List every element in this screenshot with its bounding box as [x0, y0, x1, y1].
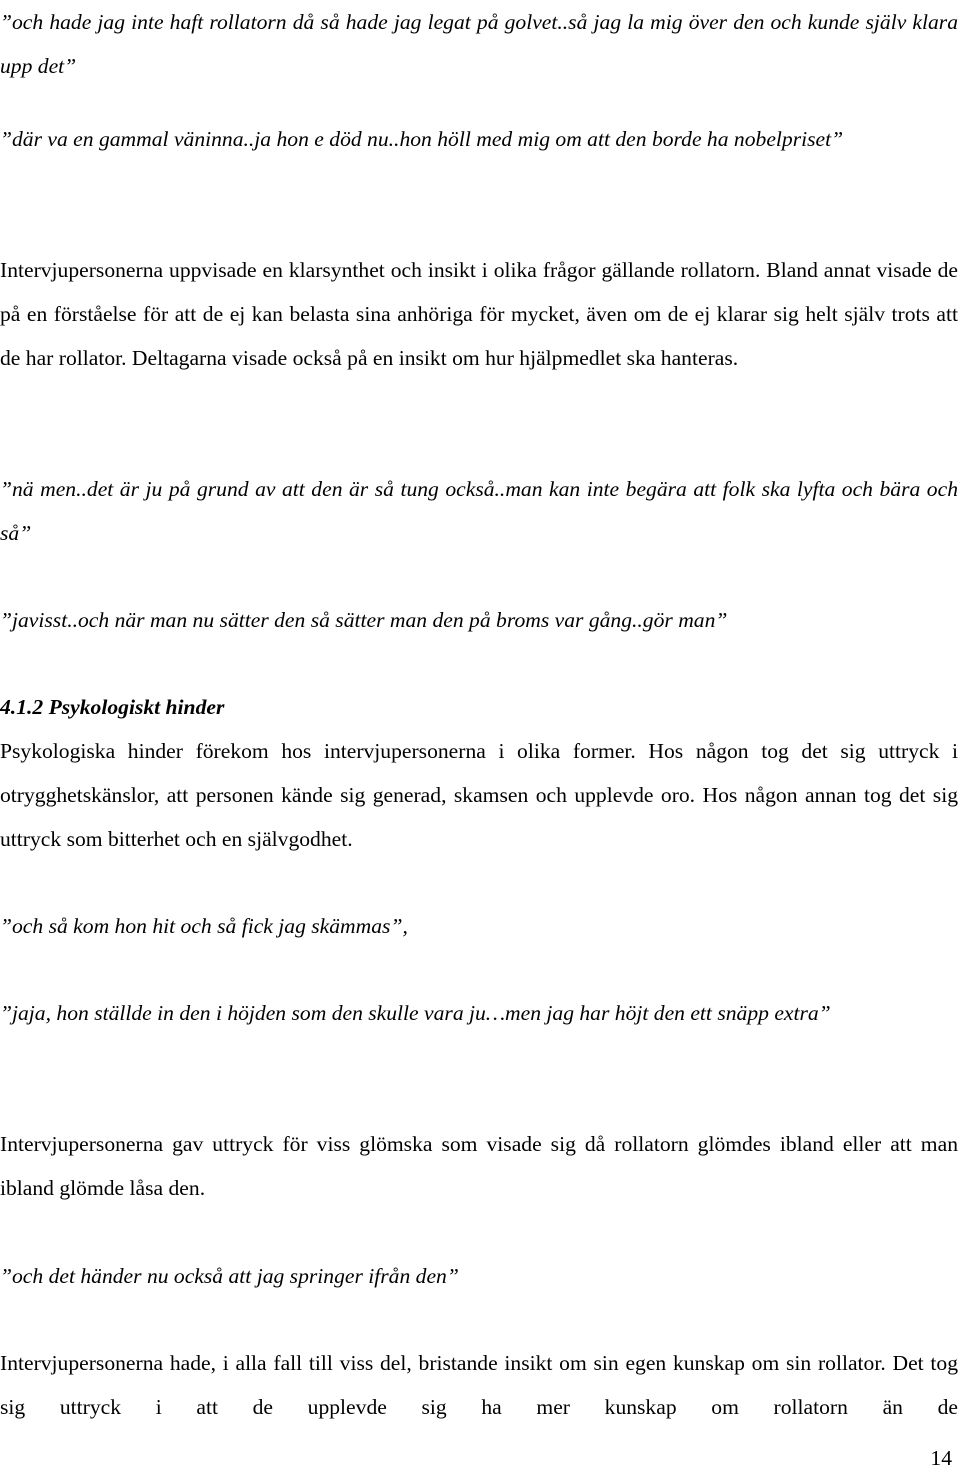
section-heading: 4.1.2 Psykologiskt hinder — [0, 695, 225, 719]
quote-rollator-floor: ”och hade jag inte haft rollatorn då så hade jag legat på golvet..så jag la mig över den och kunde själv klara upp det” — [0, 10, 958, 78]
quote-heavy: ”nä men..det är ju på grund av att den är så tung också..man kan inte begära att folk ska lyfta och bära och så” — [0, 477, 958, 545]
paragraph-psychological: Psykologiska hinder förekom hos intervjupersonerna i olika former. Hos någon tog det sig uttryck i otrygghetskänslor, att personen kände sig generad, skamsen och upplevde oro. Hos någon annan tog det sig uttryck som bitterhet och en självgodhet. — [0, 739, 958, 851]
quote-nobel-prize: ”där va en gammal väninna..ja hon e död nu..hon höll med mig om att den borde ha nobelpriset” — [0, 127, 844, 151]
paragraph-knowledge: Intervjupersonerna hade, i alla fall till viss del, bristande insikt om sin egen kunskap om sin rollator. Det tog sig uttryck i att de upplevde sig ha mer kunskap om rollatorn än de — [0, 1351, 958, 1419]
page-number: 14 — [930, 1446, 952, 1470]
paragraph-insight: Intervjupersonerna uppvisade en klarsynthet och insikt i olika frågor gällande rollatorn. Bland annat visade de på en förståelse för att de ej kan belasta sina anhöriga för mycket, även om de ej klarar sig helt själv trots att de har rollator. Deltagarna visade också på en insikt om hur hjälpmedlet ska hanteras. — [0, 258, 958, 370]
quote-brake: ”javisst..och när man nu sätter den så sätter man den på broms var gång..gör man” — [0, 608, 728, 632]
quote-run-away: ”och det händer nu också att jag springer ifrån den” — [0, 1264, 459, 1288]
paragraph-forgetfulness: Intervjupersonerna gav uttryck för viss glömska som visade sig då rollatorn glömdes ibland eller att man ibland glömde låsa den. — [0, 1132, 958, 1200]
quote-height: ”jaja, hon ställde in den i höjden som den skulle vara ju…men jag har höjt den ett snäpp extra” — [0, 1001, 831, 1025]
quote-shame: ”och så kom hon hit och så fick jag skämmas”, — [0, 914, 408, 938]
